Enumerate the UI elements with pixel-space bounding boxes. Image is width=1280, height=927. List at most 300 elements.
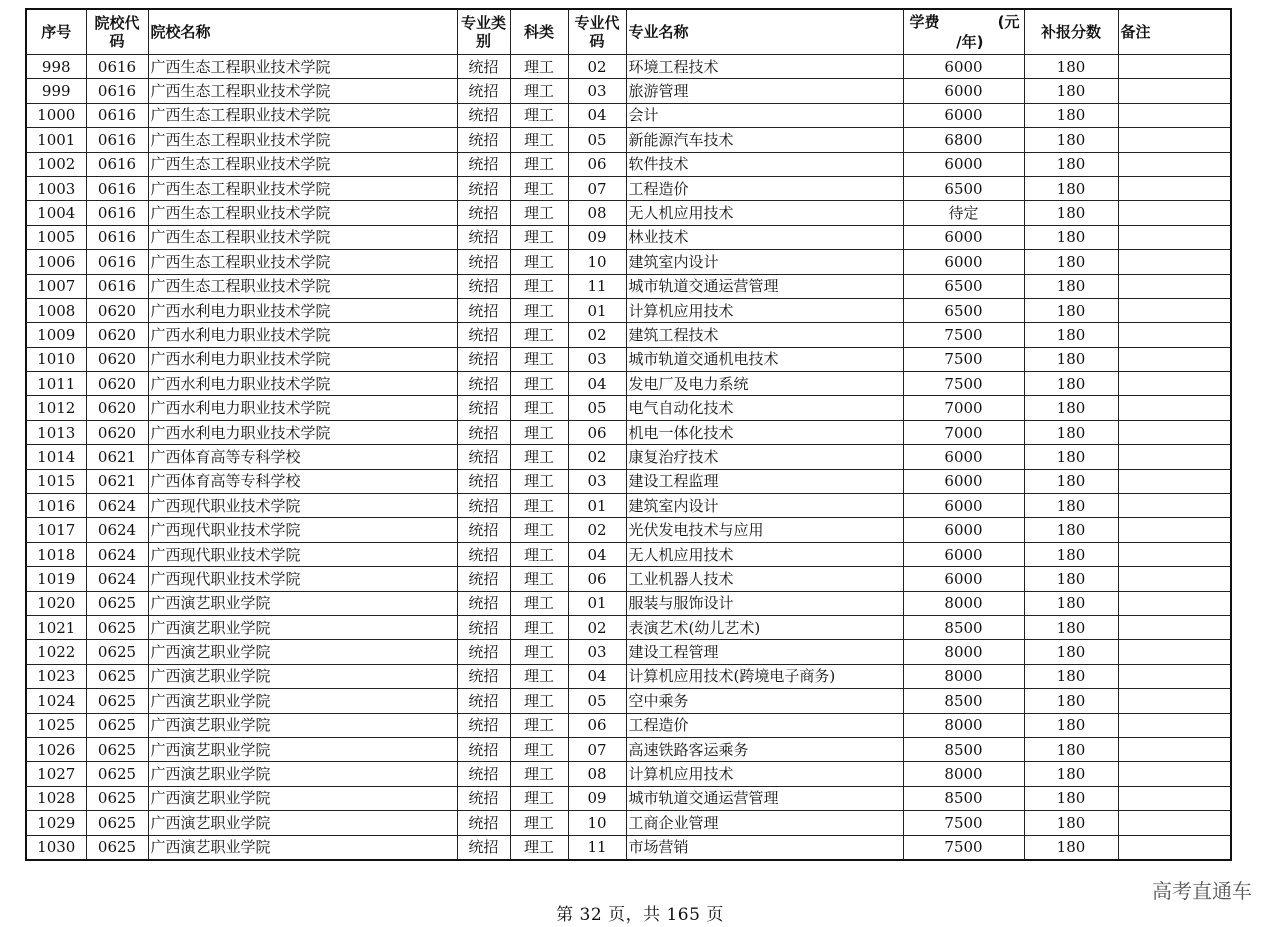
cell-seq: 1013	[26, 420, 86, 444]
cell-note	[1118, 835, 1231, 860]
table-row	[26, 835, 1231, 860]
cell-school-code: 0624	[86, 518, 148, 542]
cell-major-type: 统招	[457, 298, 510, 322]
cell-note	[1118, 689, 1231, 713]
table-row	[26, 640, 1231, 664]
cell-seq: 1022	[26, 640, 86, 664]
table-row	[26, 542, 1231, 566]
header-note: 备注	[1118, 9, 1231, 55]
table-row	[26, 762, 1231, 786]
cell-school-name: 广西水利电力职业技术学院	[148, 372, 457, 396]
cell-note	[1118, 250, 1231, 274]
cell-school-name: 广西生态工程职业技术学院	[148, 176, 457, 200]
cell-note	[1118, 518, 1231, 542]
cell-note	[1118, 420, 1231, 444]
cell-major-code: 04	[568, 103, 626, 127]
cell-note	[1118, 591, 1231, 615]
cell-major-code: 03	[568, 640, 626, 664]
table-row	[26, 128, 1231, 152]
cell-subject: 理工	[510, 542, 568, 566]
cell-note	[1118, 79, 1231, 103]
cell-subject: 理工	[510, 201, 568, 225]
cell-note	[1118, 811, 1231, 835]
header-school-code: 院校代码	[86, 9, 148, 55]
cell-major-type: 统招	[457, 737, 510, 761]
cell-school-name: 广西现代职业技术学院	[148, 518, 457, 542]
cell-major-name: 发电厂及电力系统	[626, 372, 903, 396]
cell-seq: 1001	[26, 128, 86, 152]
cell-school-code: 0616	[86, 201, 148, 225]
cell-major-type: 统招	[457, 225, 510, 249]
cell-major-type: 统招	[457, 689, 510, 713]
cell-major-type: 统招	[457, 201, 510, 225]
cell-school-name: 广西生态工程职业技术学院	[148, 103, 457, 127]
cell-major-type: 统招	[457, 786, 510, 810]
cell-fee: 6000	[903, 79, 1024, 103]
cell-major-name: 表演艺术(幼儿艺术)	[626, 615, 903, 639]
cell-school-code: 0621	[86, 445, 148, 469]
cell-school-code: 0625	[86, 786, 148, 810]
cell-school-name: 广西水利电力职业技术学院	[148, 298, 457, 322]
table-row	[26, 347, 1231, 371]
cell-subject: 理工	[510, 128, 568, 152]
cell-note	[1118, 567, 1231, 591]
cell-score: 180	[1024, 835, 1118, 860]
cell-major-code: 06	[568, 152, 626, 176]
cell-major-type: 统招	[457, 664, 510, 688]
cell-subject: 理工	[510, 786, 568, 810]
cell-major-type: 统招	[457, 372, 510, 396]
cell-major-code: 08	[568, 201, 626, 225]
cell-major-name: 城市轨道交通机电技术	[626, 347, 903, 371]
cell-seq: 1017	[26, 518, 86, 542]
cell-score: 180	[1024, 567, 1118, 591]
cell-subject: 理工	[510, 737, 568, 761]
cell-seq: 1021	[26, 615, 86, 639]
cell-major-name: 建设工程管理	[626, 640, 903, 664]
cell-score: 180	[1024, 737, 1118, 761]
cell-major-code: 02	[568, 615, 626, 639]
cell-school-code: 0616	[86, 55, 148, 79]
cell-school-name: 广西演艺职业学院	[148, 640, 457, 664]
cell-subject: 理工	[510, 225, 568, 249]
cell-score: 180	[1024, 762, 1118, 786]
cell-score: 180	[1024, 323, 1118, 347]
cell-major-name: 工程造价	[626, 713, 903, 737]
cell-school-name: 广西生态工程职业技术学院	[148, 152, 457, 176]
cell-major-type: 统招	[457, 713, 510, 737]
cell-score: 180	[1024, 445, 1118, 469]
cell-note	[1118, 494, 1231, 518]
cell-subject: 理工	[510, 615, 568, 639]
table-row	[26, 518, 1231, 542]
cell-seq: 1007	[26, 274, 86, 298]
cell-major-code: 10	[568, 250, 626, 274]
cell-fee: 7500	[903, 323, 1024, 347]
cell-school-code: 0616	[86, 103, 148, 127]
table-row	[26, 494, 1231, 518]
cell-major-name: 会计	[626, 103, 903, 127]
cell-school-name: 广西演艺职业学院	[148, 664, 457, 688]
cell-fee: 8500	[903, 786, 1024, 810]
header-seq: 序号	[26, 9, 86, 55]
cell-school-code: 0625	[86, 664, 148, 688]
cell-major-name: 工商企业管理	[626, 811, 903, 835]
cell-seq: 1003	[26, 176, 86, 200]
cell-major-code: 02	[568, 518, 626, 542]
cell-major-name: 城市轨道交通运营管理	[626, 786, 903, 810]
cell-major-name: 空中乘务	[626, 689, 903, 713]
cell-school-name: 广西生态工程职业技术学院	[148, 225, 457, 249]
cell-school-code: 0616	[86, 128, 148, 152]
cell-major-type: 统招	[457, 640, 510, 664]
cell-school-code: 0624	[86, 542, 148, 566]
cell-major-name: 市场营销	[626, 835, 903, 860]
cell-subject: 理工	[510, 298, 568, 322]
cell-seq: 1005	[26, 225, 86, 249]
cell-note	[1118, 737, 1231, 761]
table-row	[26, 713, 1231, 737]
cell-fee: 6000	[903, 103, 1024, 127]
cell-major-name: 无人机应用技术	[626, 201, 903, 225]
cell-score: 180	[1024, 152, 1118, 176]
cell-subject: 理工	[510, 713, 568, 737]
cell-school-code: 0616	[86, 152, 148, 176]
cell-score: 180	[1024, 225, 1118, 249]
cell-note	[1118, 615, 1231, 639]
cell-note	[1118, 713, 1231, 737]
table-row	[26, 615, 1231, 639]
table-row	[26, 225, 1231, 249]
cell-score: 180	[1024, 664, 1118, 688]
cell-major-type: 统招	[457, 762, 510, 786]
header-fee-unit-2: /年)	[956, 33, 984, 51]
cell-major-name: 计算机应用技术(跨境电子商务)	[626, 664, 903, 688]
cell-major-name: 机电一体化技术	[626, 420, 903, 444]
cell-score: 180	[1024, 494, 1118, 518]
table-row	[26, 689, 1231, 713]
cell-score: 180	[1024, 518, 1118, 542]
header-score: 补报分数	[1024, 9, 1118, 55]
cell-major-code: 02	[568, 445, 626, 469]
cell-school-code: 0616	[86, 176, 148, 200]
cell-major-code: 11	[568, 274, 626, 298]
cell-major-name: 建筑工程技术	[626, 323, 903, 347]
cell-major-code: 09	[568, 786, 626, 810]
cell-fee: 6000	[903, 518, 1024, 542]
cell-fee: 6000	[903, 469, 1024, 493]
cell-school-name: 广西生态工程职业技术学院	[148, 55, 457, 79]
cell-major-code: 03	[568, 79, 626, 103]
cell-score: 180	[1024, 274, 1118, 298]
cell-major-code: 11	[568, 835, 626, 860]
cell-major-code: 05	[568, 128, 626, 152]
cell-school-code: 0616	[86, 225, 148, 249]
table-row	[26, 420, 1231, 444]
cell-subject: 理工	[510, 567, 568, 591]
cell-school-code: 0625	[86, 689, 148, 713]
cell-major-type: 统招	[457, 542, 510, 566]
table-row	[26, 274, 1231, 298]
cell-seq: 1030	[26, 835, 86, 860]
cell-seq: 1016	[26, 494, 86, 518]
cell-major-type: 统招	[457, 103, 510, 127]
cell-major-type: 统招	[457, 79, 510, 103]
cell-seq: 1000	[26, 103, 86, 127]
cell-score: 180	[1024, 103, 1118, 127]
cell-major-code: 06	[568, 420, 626, 444]
cell-fee: 6500	[903, 298, 1024, 322]
cell-fee: 8000	[903, 591, 1024, 615]
cell-note	[1118, 152, 1231, 176]
cell-major-code: 10	[568, 811, 626, 835]
cell-school-name: 广西生态工程职业技术学院	[148, 79, 457, 103]
cell-school-name: 广西演艺职业学院	[148, 762, 457, 786]
table-row	[26, 298, 1231, 322]
cell-fee: 8000	[903, 713, 1024, 737]
cell-fee: 6000	[903, 152, 1024, 176]
cell-major-type: 统招	[457, 615, 510, 639]
cell-major-type: 统招	[457, 55, 510, 79]
cell-note	[1118, 176, 1231, 200]
cell-major-code: 04	[568, 664, 626, 688]
cell-major-name: 高速铁路客运乘务	[626, 737, 903, 761]
cell-subject: 理工	[510, 152, 568, 176]
cell-school-name: 广西生态工程职业技术学院	[148, 250, 457, 274]
cell-seq: 1020	[26, 591, 86, 615]
cell-major-name: 光伏发电技术与应用	[626, 518, 903, 542]
cell-fee: 6000	[903, 542, 1024, 566]
admission-table	[25, 8, 1232, 861]
cell-seq: 1018	[26, 542, 86, 566]
cell-fee: 6500	[903, 176, 1024, 200]
cell-major-code: 09	[568, 225, 626, 249]
table-row	[26, 786, 1231, 810]
cell-fee: 6000	[903, 445, 1024, 469]
cell-score: 180	[1024, 396, 1118, 420]
cell-seq: 1014	[26, 445, 86, 469]
cell-fee: 8000	[903, 762, 1024, 786]
cell-major-type: 统招	[457, 469, 510, 493]
cell-score: 180	[1024, 176, 1118, 200]
cell-school-code: 0625	[86, 713, 148, 737]
cell-major-name: 建筑室内设计	[626, 494, 903, 518]
cell-score: 180	[1024, 55, 1118, 79]
cell-note	[1118, 664, 1231, 688]
cell-seq: 998	[26, 55, 86, 79]
cell-note	[1118, 103, 1231, 127]
cell-major-name: 康复治疗技术	[626, 445, 903, 469]
cell-note	[1118, 372, 1231, 396]
cell-note	[1118, 786, 1231, 810]
cell-major-code: 04	[568, 372, 626, 396]
cell-subject: 理工	[510, 518, 568, 542]
cell-school-name: 广西水利电力职业技术学院	[148, 396, 457, 420]
cell-major-type: 统招	[457, 835, 510, 860]
cell-school-code: 0625	[86, 615, 148, 639]
cell-major-code: 05	[568, 396, 626, 420]
table-row	[26, 372, 1231, 396]
cell-major-type: 统招	[457, 567, 510, 591]
cell-fee: 8000	[903, 664, 1024, 688]
cell-score: 180	[1024, 786, 1118, 810]
cell-fee: 6000	[903, 225, 1024, 249]
cell-school-code: 0625	[86, 835, 148, 860]
cell-major-type: 统招	[457, 494, 510, 518]
cell-school-code: 0620	[86, 298, 148, 322]
cell-major-name: 新能源汽车技术	[626, 128, 903, 152]
cell-school-code: 0625	[86, 737, 148, 761]
cell-fee: 7500	[903, 372, 1024, 396]
cell-note	[1118, 542, 1231, 566]
cell-school-name: 广西演艺职业学院	[148, 737, 457, 761]
cell-major-code: 08	[568, 762, 626, 786]
cell-major-name: 软件技术	[626, 152, 903, 176]
cell-subject: 理工	[510, 445, 568, 469]
cell-major-name: 林业技术	[626, 225, 903, 249]
watermark-logo-text: 高考直通车	[1152, 879, 1252, 903]
cell-subject: 理工	[510, 274, 568, 298]
table-row	[26, 591, 1231, 615]
table-row	[26, 469, 1231, 493]
cell-fee: 8000	[903, 640, 1024, 664]
table-row	[26, 176, 1231, 200]
cell-fee: 6000	[903, 494, 1024, 518]
cell-major-code: 06	[568, 713, 626, 737]
header-fee-unit-1: (元	[997, 13, 1020, 31]
cell-seq: 1008	[26, 298, 86, 322]
cell-seq: 1028	[26, 786, 86, 810]
cell-score: 180	[1024, 201, 1118, 225]
cell-seq: 1011	[26, 372, 86, 396]
cell-school-name: 广西水利电力职业技术学院	[148, 347, 457, 371]
cell-school-name: 广西体育高等专科学校	[148, 469, 457, 493]
cell-seq: 1029	[26, 811, 86, 835]
cell-fee: 8500	[903, 689, 1024, 713]
cell-major-code: 03	[568, 469, 626, 493]
cell-note	[1118, 396, 1231, 420]
cell-score: 180	[1024, 79, 1118, 103]
cell-fee: 7500	[903, 835, 1024, 860]
table-row	[26, 55, 1231, 79]
cell-score: 180	[1024, 347, 1118, 371]
cell-subject: 理工	[510, 811, 568, 835]
page-number: 第 32 页，共 165 页	[556, 905, 724, 925]
cell-school-code: 0616	[86, 274, 148, 298]
cell-note	[1118, 469, 1231, 493]
cell-school-name: 广西演艺职业学院	[148, 786, 457, 810]
cell-school-name: 广西体育高等专科学校	[148, 445, 457, 469]
cell-fee: 8500	[903, 737, 1024, 761]
cell-subject: 理工	[510, 835, 568, 860]
cell-major-code: 04	[568, 542, 626, 566]
cell-major-type: 统招	[457, 420, 510, 444]
cell-major-code: 02	[568, 55, 626, 79]
cell-major-type: 统招	[457, 396, 510, 420]
table-row	[26, 152, 1231, 176]
cell-subject: 理工	[510, 103, 568, 127]
cell-seq: 1019	[26, 567, 86, 591]
cell-note	[1118, 298, 1231, 322]
header-fee	[903, 9, 1024, 55]
cell-fee: 7500	[903, 347, 1024, 371]
table-row	[26, 567, 1231, 591]
cell-score: 180	[1024, 298, 1118, 322]
cell-score: 180	[1024, 713, 1118, 737]
cell-subject: 理工	[510, 55, 568, 79]
cell-major-name: 计算机应用技术	[626, 762, 903, 786]
cell-seq: 1012	[26, 396, 86, 420]
cell-fee: 6800	[903, 128, 1024, 152]
cell-school-name: 广西现代职业技术学院	[148, 494, 457, 518]
cell-seq: 1002	[26, 152, 86, 176]
cell-major-name: 建筑室内设计	[626, 250, 903, 274]
cell-score: 180	[1024, 372, 1118, 396]
cell-major-type: 统招	[457, 811, 510, 835]
cell-note	[1118, 128, 1231, 152]
cell-seq: 999	[26, 79, 86, 103]
cell-note	[1118, 347, 1231, 371]
cell-major-type: 统招	[457, 347, 510, 371]
table-row	[26, 79, 1231, 103]
cell-fee: 待定	[903, 201, 1024, 225]
cell-subject: 理工	[510, 469, 568, 493]
cell-major-code: 07	[568, 737, 626, 761]
cell-note	[1118, 225, 1231, 249]
cell-major-code: 05	[568, 689, 626, 713]
cell-school-code: 0620	[86, 372, 148, 396]
header-school-name: 院校名称	[148, 9, 457, 55]
cell-score: 180	[1024, 542, 1118, 566]
cell-score: 180	[1024, 640, 1118, 664]
cell-major-code: 01	[568, 591, 626, 615]
cell-major-name: 环境工程技术	[626, 55, 903, 79]
cell-fee: 8500	[903, 615, 1024, 639]
cell-seq: 1026	[26, 737, 86, 761]
cell-school-name: 广西演艺职业学院	[148, 591, 457, 615]
cell-school-name: 广西水利电力职业技术学院	[148, 420, 457, 444]
cell-note	[1118, 201, 1231, 225]
cell-fee: 7500	[903, 811, 1024, 835]
cell-fee: 6000	[903, 250, 1024, 274]
cell-seq: 1006	[26, 250, 86, 274]
cell-major-code: 02	[568, 323, 626, 347]
cell-major-type: 统招	[457, 128, 510, 152]
cell-subject: 理工	[510, 689, 568, 713]
cell-fee: 6500	[903, 274, 1024, 298]
cell-major-name: 建设工程监理	[626, 469, 903, 493]
cell-school-name: 广西演艺职业学院	[148, 713, 457, 737]
cell-subject: 理工	[510, 372, 568, 396]
cell-subject: 理工	[510, 347, 568, 371]
cell-school-name: 广西演艺职业学院	[148, 615, 457, 639]
cell-seq: 1015	[26, 469, 86, 493]
table-body	[26, 55, 1231, 860]
cell-score: 180	[1024, 469, 1118, 493]
cell-score: 180	[1024, 615, 1118, 639]
table-row	[26, 201, 1231, 225]
cell-subject: 理工	[510, 176, 568, 200]
cell-school-code: 0620	[86, 347, 148, 371]
header-subject: 科类	[510, 9, 568, 55]
cell-school-code: 0616	[86, 79, 148, 103]
cell-note	[1118, 640, 1231, 664]
cell-major-type: 统招	[457, 445, 510, 469]
cell-seq: 1010	[26, 347, 86, 371]
cell-note	[1118, 55, 1231, 79]
header-row	[26, 9, 1231, 55]
cell-note	[1118, 445, 1231, 469]
